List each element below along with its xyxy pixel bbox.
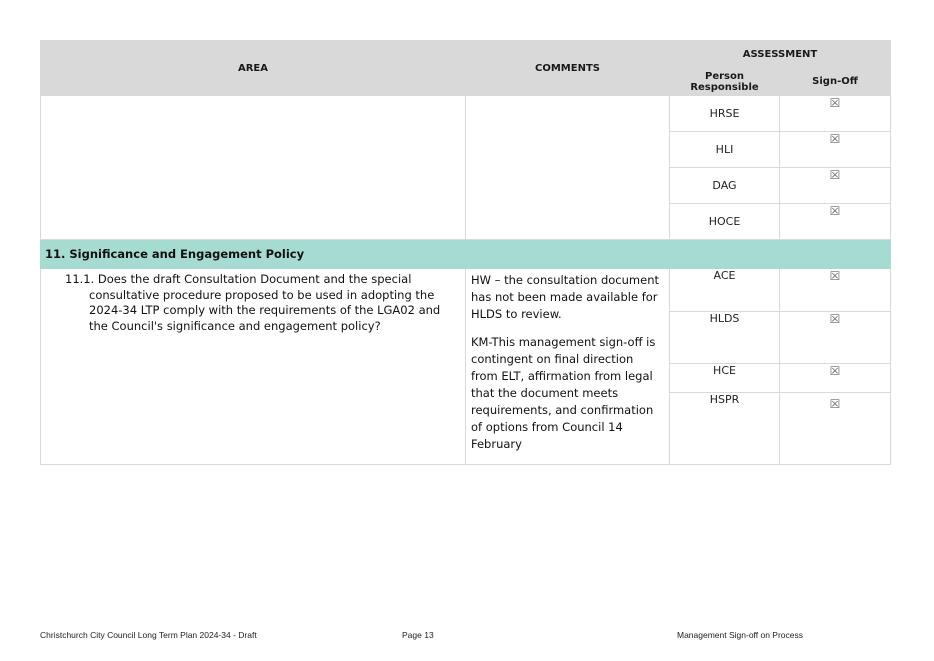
footer-section-name: Management Sign-off on Process [677,630,803,640]
person-responsible-header: Person Responsible [670,68,780,96]
table-row [41,96,891,132]
sign-off-cell[interactable] [780,132,891,168]
checked-box-icon[interactable]: ☒ [829,96,841,110]
person-responsible-cell: HRSE [670,96,780,132]
footer-document-title: Christchurch City Council Long Term Plan 2024-34 - Draft [40,630,257,640]
area-cell-empty [41,96,466,240]
person-responsible-cell: HLDS [670,311,780,363]
table-row [41,269,891,312]
section-header-row [41,240,891,269]
person-responsible-cell: HSPR [670,392,780,464]
sign-off-cell[interactable] [780,363,891,392]
person-responsible-cell: HLI [670,132,780,168]
sign-off-header: Sign-Off [780,68,891,96]
checked-box-icon[interactable]: ☒ [829,311,841,326]
area-header: AREA [41,41,466,96]
sign-off-cell[interactable] [780,269,891,312]
comments-cell-empty [466,96,670,240]
sign-off-table [40,40,891,465]
sign-off-cell[interactable] [780,168,891,204]
sign-off-cell[interactable] [780,204,891,240]
comment-hw: HW – the consultation document has not been made available for HLDS to review. [471,273,659,321]
checked-box-icon[interactable]: ☒ [829,363,841,378]
question-cell [41,269,466,465]
person-responsible-cell: ACE [670,269,780,312]
comments-header: COMMENTS [466,41,670,96]
sign-off-cell[interactable] [780,311,891,363]
question-text: 11.1. Does the draft Consultation Document and the special consultative procedure proposed to be used in adopting the 2024-34 LTP comply with the requirements of the LGA02 and the Council's significance and engagement policy? [65,272,441,333]
sign-off-cell[interactable] [780,96,891,132]
checked-box-icon[interactable]: ☒ [829,269,841,283]
comments-cell [466,269,670,465]
section-title: 11. Significance and Engagement Policy [41,240,891,269]
person-responsible-cell: HOCE [670,204,780,240]
person-responsible-cell: HCE [670,363,780,392]
footer-page-number: Page 13 [402,630,434,640]
comment-km: KM-This management sign-off is contingent on final direction from ELT, affirmation from legal that the document meets requirements, and confirmation of options from Council 14 February [471,335,656,451]
assessment-header: ASSESSMENT [670,41,891,68]
checked-box-icon[interactable]: ☒ [829,204,841,218]
sign-off-cell[interactable] [780,392,891,464]
checked-box-icon[interactable]: ☒ [829,396,841,411]
checked-box-icon[interactable]: ☒ [829,168,841,182]
person-responsible-cell: DAG [670,168,780,204]
checked-box-icon[interactable]: ☒ [829,132,841,146]
